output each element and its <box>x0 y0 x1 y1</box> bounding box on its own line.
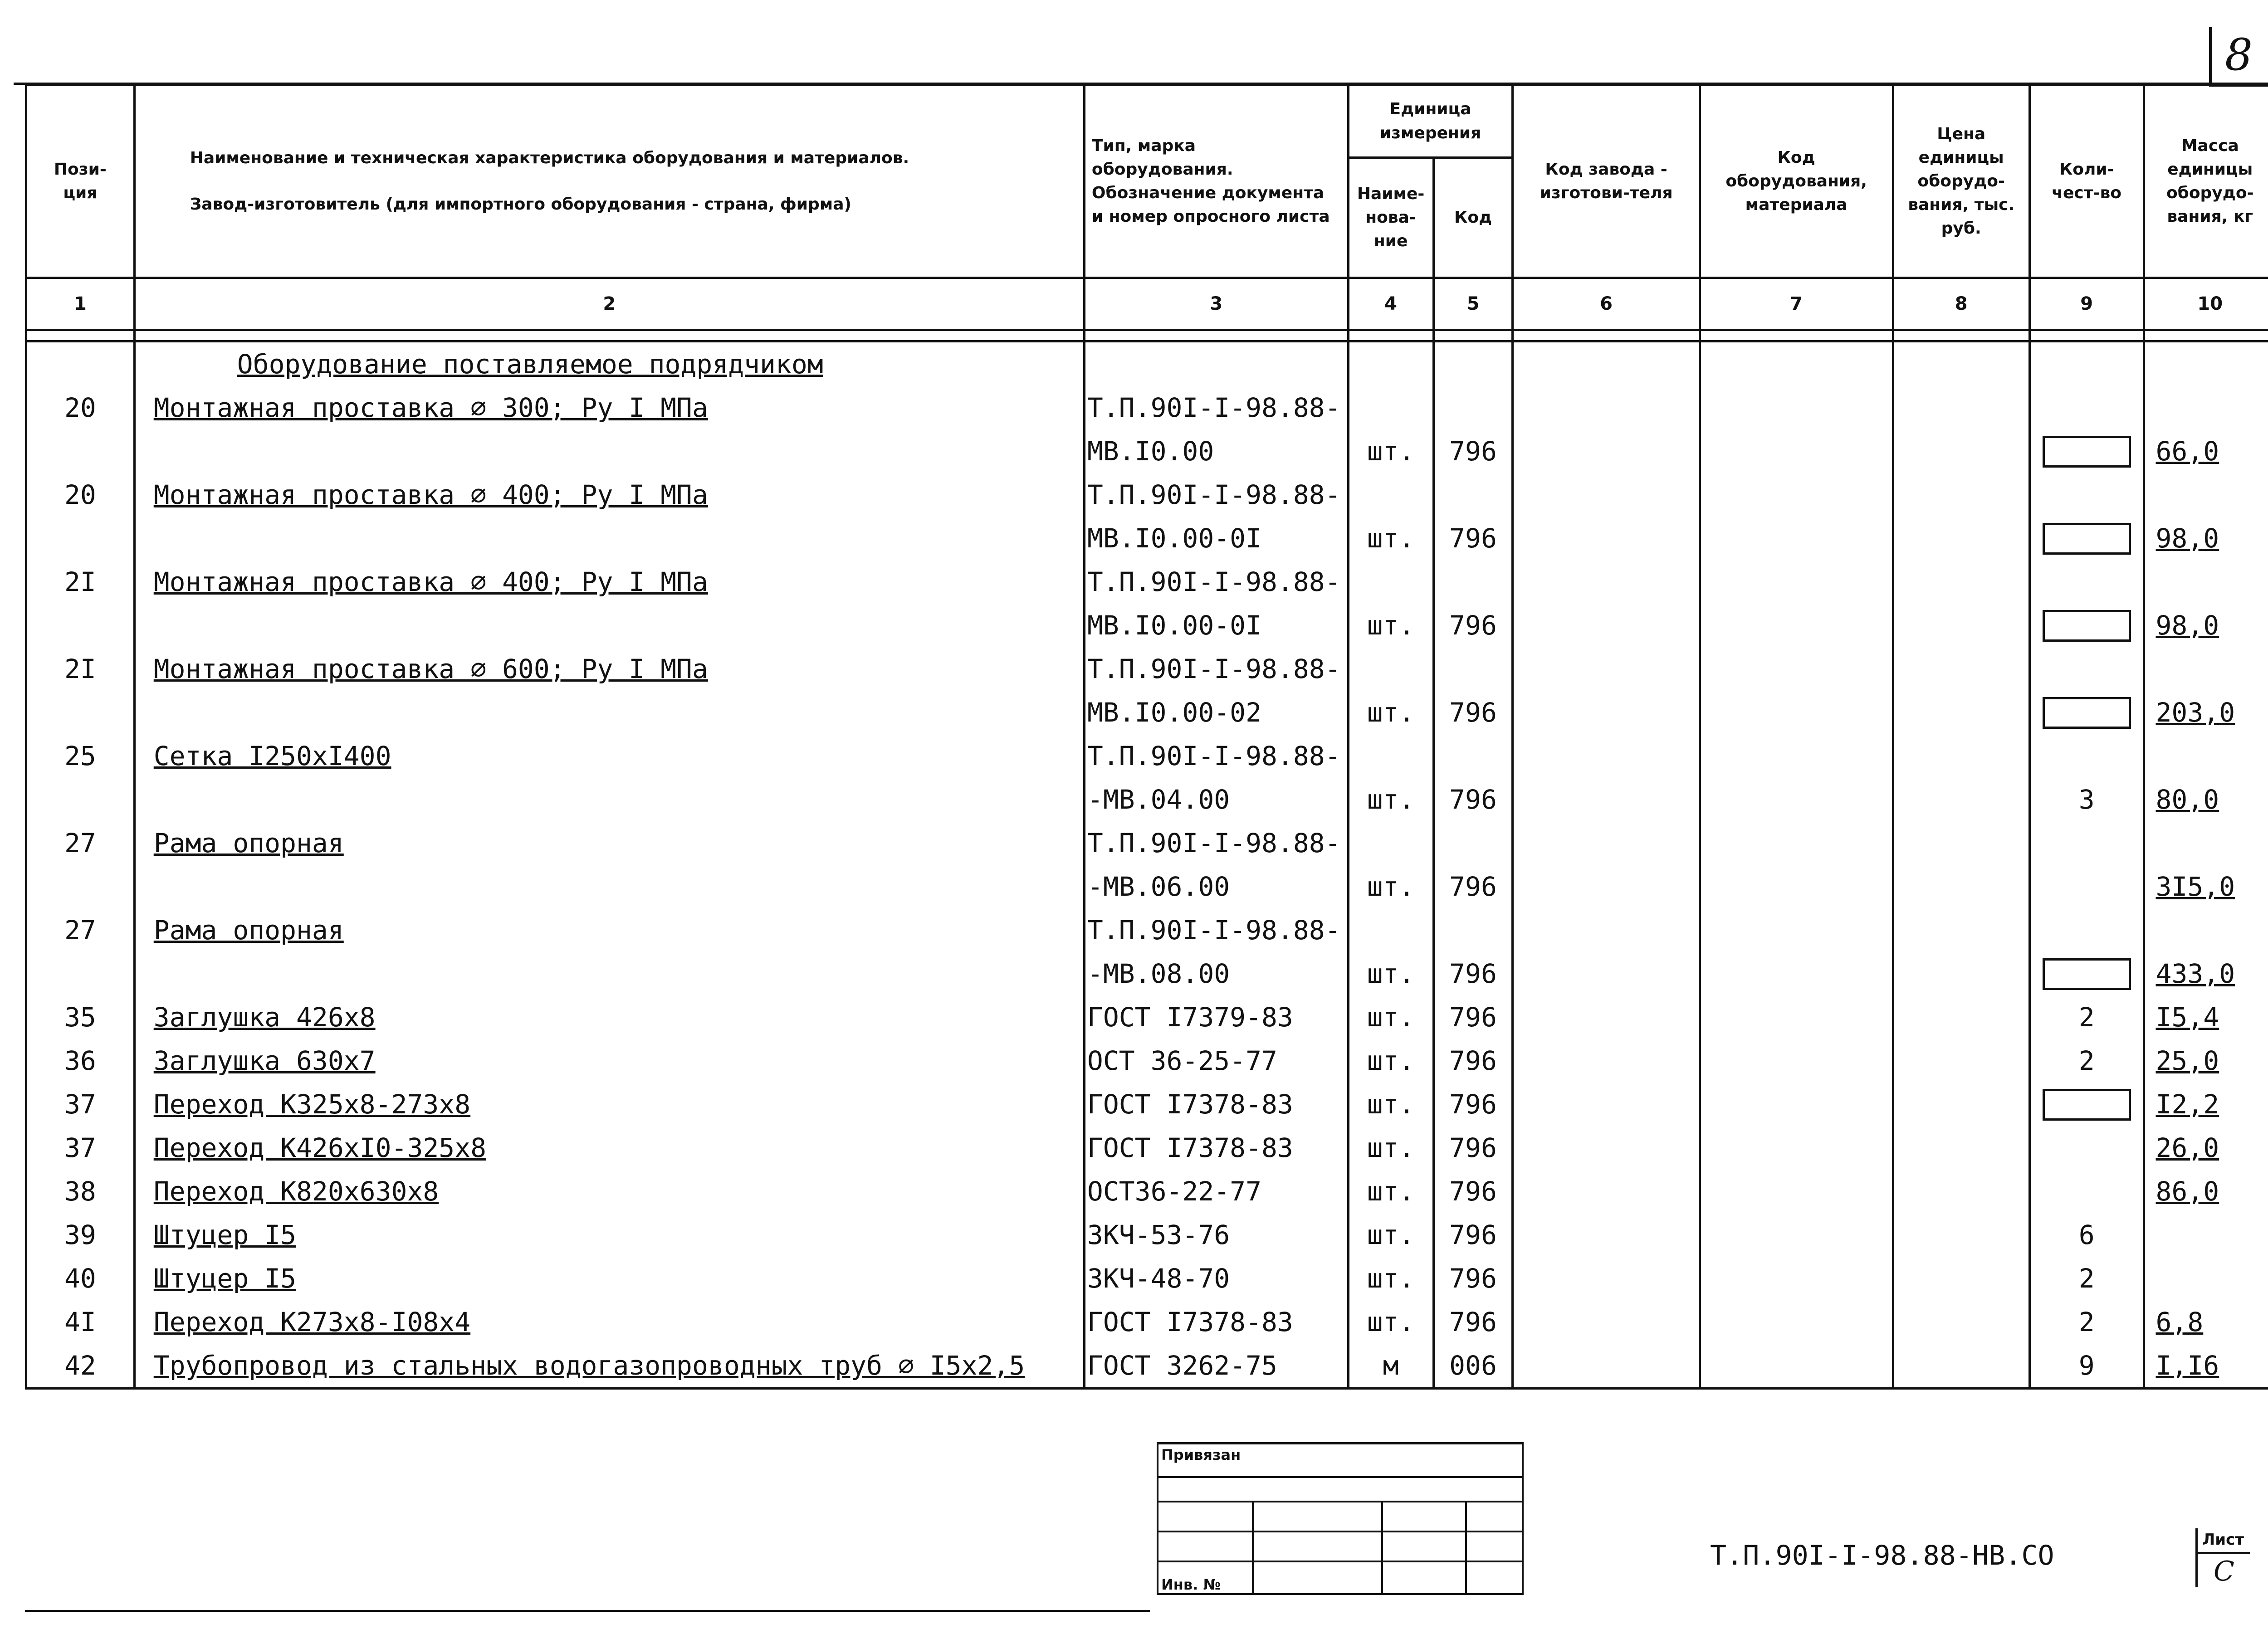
row-position: 2I <box>26 560 135 604</box>
row-unit-price <box>1893 778 2029 821</box>
quantity-box <box>2043 958 2131 990</box>
row-equipment-code <box>1700 1126 1893 1170</box>
row-position: 27 <box>26 821 135 865</box>
row-mass <box>2144 647 2268 691</box>
row-mass: 433,0 <box>2144 952 2268 995</box>
table-row <box>26 473 2268 517</box>
row-factory-code <box>1513 560 1700 604</box>
quantity-box <box>2043 697 2131 729</box>
row-unit <box>1348 560 1433 604</box>
row-unit-price <box>1893 995 2029 1039</box>
row-unit-code: 006 <box>1433 1344 1513 1389</box>
row-factory-code <box>1513 1257 1700 1300</box>
row-unit <box>1348 647 1433 691</box>
row-unit: шт. <box>1348 691 1433 734</box>
row-unit-price <box>1893 908 2029 952</box>
table-row <box>26 821 2268 865</box>
header-unit-group: Единица измерения <box>1348 85 1513 158</box>
row-name: Переход К426хI0-325х8 <box>134 1126 1084 1170</box>
row-document: Т.П.90I-I-98.88- <box>1084 821 1348 865</box>
row-unit-code: 796 <box>1433 952 1513 995</box>
row-document: ГОСТ I7379-83 <box>1084 995 1348 1039</box>
row-document: ОСТ36-22-77 <box>1084 1170 1348 1213</box>
row-unit-price <box>1893 1300 2029 1344</box>
row-quantity <box>2029 473 2144 517</box>
row-equipment-code <box>1700 560 1893 604</box>
row-unit-code <box>1433 647 1513 691</box>
row-unit <box>1348 734 1433 778</box>
row-name: Монтажная проставка ⌀ 300; Ру I МПа <box>134 386 1084 429</box>
row-unit-price <box>1893 647 2029 691</box>
row-position: 20 <box>26 473 135 517</box>
row-factory-code <box>1513 778 1700 821</box>
column-number: 10 <box>2144 278 2268 330</box>
row-equipment-code <box>1700 647 1893 691</box>
row-document: ГОСТ I7378-83 <box>1084 1300 1348 1344</box>
row-mass: 98,0 <box>2144 517 2268 560</box>
row-position: 39 <box>26 1213 135 1257</box>
table-row <box>26 908 2268 952</box>
row-unit: шт. <box>1348 1083 1433 1126</box>
row-equipment-code <box>1700 1300 1893 1344</box>
row-equipment-code <box>1700 995 1893 1039</box>
header-factory-code: Код завода - изготови-теля <box>1513 85 1700 278</box>
row-quantity: 2 <box>2029 1257 2144 1300</box>
row-mass: 26,0 <box>2144 1126 2268 1170</box>
row-position: 37 <box>26 1126 135 1170</box>
row-equipment-code <box>1700 473 1893 517</box>
row-unit: шт. <box>1348 952 1433 995</box>
stamp-inventory-label: Инв. № <box>1158 1561 1253 1594</box>
table-row <box>26 647 2268 691</box>
row-position: 36 <box>26 1039 135 1083</box>
row-mass <box>2144 1213 2268 1257</box>
row-quantity <box>2029 691 2144 734</box>
row-unit-code <box>1433 473 1513 517</box>
table-row <box>26 1170 2268 1213</box>
row-position: 25 <box>26 734 135 778</box>
sheet-value: С <box>2214 1556 2234 1587</box>
spacer-row <box>26 330 2268 341</box>
table-row <box>26 691 2268 734</box>
row-position: 40 <box>26 1257 135 1300</box>
row-factory-code <box>1513 604 1700 647</box>
header-unit-mass: Масса единицы оборудо-вания, кг <box>2144 85 2268 278</box>
column-number: 5 <box>1433 278 1513 330</box>
row-factory-code <box>1513 1126 1700 1170</box>
stamp-bound-label: Привязан <box>1158 1444 1523 1478</box>
row-unit-price <box>1893 734 2029 778</box>
row-unit: шт. <box>1348 778 1433 821</box>
row-unit: шт. <box>1348 1213 1433 1257</box>
row-quantity <box>2029 1126 2144 1170</box>
row-unit-code <box>1433 386 1513 429</box>
row-document: Т.П.90I-I-98.88- <box>1084 473 1348 517</box>
table-row <box>26 865 2268 908</box>
row-unit-price <box>1893 560 2029 604</box>
row-name: Сетка I250хI400 <box>134 734 1084 778</box>
row-factory-code <box>1513 1213 1700 1257</box>
row-unit-price <box>1893 1257 2029 1300</box>
row-mass: I5,4 <box>2144 995 2268 1039</box>
row-mass <box>2144 386 2268 429</box>
row-unit <box>1348 386 1433 429</box>
row-position: 35 <box>26 995 135 1039</box>
sheet-label: Лист <box>2202 1531 2244 1549</box>
header-row <box>26 85 2268 158</box>
column-number: 4 <box>1348 278 1433 330</box>
row-mass: I2,2 <box>2144 1083 2268 1126</box>
row-mass: 6,8 <box>2144 1300 2268 1344</box>
row-factory-code <box>1513 1170 1700 1213</box>
row-name <box>134 604 1084 647</box>
row-document: Т.П.90I-I-98.88- <box>1084 560 1348 604</box>
row-unit-code <box>1433 821 1513 865</box>
row-name: Рама опорная <box>134 821 1084 865</box>
row-unit-price <box>1893 1213 2029 1257</box>
row-unit-code: 796 <box>1433 429 1513 473</box>
row-unit-price <box>1893 1344 2029 1389</box>
section-title: Оборудование поставляемое подрядчиком <box>237 349 823 380</box>
row-mass: 3I5,0 <box>2144 865 2268 908</box>
table-row <box>26 1300 2268 1344</box>
row-document: МВ.I0.00-02 <box>1084 691 1348 734</box>
row-equipment-code <box>1700 865 1893 908</box>
row-unit <box>1348 908 1433 952</box>
row-name <box>134 865 1084 908</box>
row-name: Монтажная проставка ⌀ 400; Ру I МПа <box>134 560 1084 604</box>
row-unit: шт. <box>1348 1126 1433 1170</box>
table-row <box>26 517 2268 560</box>
row-unit-price <box>1893 604 2029 647</box>
row-factory-code <box>1513 952 1700 995</box>
row-document: -МВ.06.00 <box>1084 865 1348 908</box>
column-number: 3 <box>1084 278 1348 330</box>
row-document: ОСТ 36-25-77 <box>1084 1039 1348 1083</box>
row-document: ГОСТ I7378-83 <box>1084 1126 1348 1170</box>
approval-stamp <box>1157 1442 1524 1595</box>
row-unit-code: 796 <box>1433 1213 1513 1257</box>
table-row <box>26 429 2268 473</box>
document-code: Т.П.90I-I-98.88-НВ.СО <box>1710 1540 2054 1571</box>
row-unit-code: 796 <box>1433 1170 1513 1213</box>
table-row <box>26 734 2268 778</box>
row-equipment-code <box>1700 952 1893 995</box>
table-row <box>26 952 2268 995</box>
header-name <box>134 85 1084 278</box>
row-position: 4I <box>26 1300 135 1344</box>
row-factory-code <box>1513 995 1700 1039</box>
header-quantity: Коли-чест-во <box>2029 85 2144 278</box>
row-unit-price <box>1893 1039 2029 1083</box>
row-equipment-code <box>1700 429 1893 473</box>
column-number-row <box>26 278 2268 330</box>
row-unit: шт. <box>1348 429 1433 473</box>
row-unit-price <box>1893 517 2029 560</box>
row-equipment-code <box>1700 1083 1893 1126</box>
bottom-border-line <box>25 1610 1150 1612</box>
column-number: 6 <box>1513 278 1700 330</box>
row-document: МВ.I0.00-0I <box>1084 604 1348 647</box>
column-number: 8 <box>1893 278 2029 330</box>
row-quantity <box>2029 952 2144 995</box>
row-name: Рама опорная <box>134 908 1084 952</box>
header-unit-name: Наиме-нова-ние <box>1348 158 1433 278</box>
row-unit: м <box>1348 1344 1433 1389</box>
column-number: 9 <box>2029 278 2144 330</box>
row-unit <box>1348 821 1433 865</box>
header-position: Пози- ция <box>26 85 135 278</box>
header-type-mark: Тип, марка оборудования. Обозначение документа и номер опросного листа <box>1084 85 1348 278</box>
row-unit-price <box>1893 691 2029 734</box>
table-row <box>26 1083 2268 1126</box>
row-document: ЗКЧ-53-76 <box>1084 1213 1348 1257</box>
header-equipment-code: Код оборудования, материала <box>1700 85 1893 278</box>
row-position <box>26 691 135 734</box>
row-unit: шт. <box>1348 1170 1433 1213</box>
row-quantity <box>2029 821 2144 865</box>
row-name: Заглушка 426х8 <box>134 995 1084 1039</box>
quantity-box <box>2043 1089 2131 1121</box>
row-position: 42 <box>26 1344 135 1389</box>
row-factory-code <box>1513 517 1700 560</box>
row-unit-code: 796 <box>1433 1039 1513 1083</box>
row-position <box>26 604 135 647</box>
column-number: 7 <box>1700 278 1893 330</box>
row-document: Т.П.90I-I-98.88- <box>1084 734 1348 778</box>
row-equipment-code <box>1700 1039 1893 1083</box>
row-unit-code <box>1433 560 1513 604</box>
row-equipment-code <box>1700 604 1893 647</box>
row-unit-code <box>1433 908 1513 952</box>
row-factory-code <box>1513 473 1700 517</box>
row-position <box>26 778 135 821</box>
row-quantity: 6 <box>2029 1213 2144 1257</box>
row-document: ГОСТ 3262-75 <box>1084 1344 1348 1389</box>
row-mass: I,I6 <box>2144 1344 2268 1389</box>
row-name: Штуцер I5 <box>134 1257 1084 1300</box>
table-row <box>26 1344 2268 1389</box>
row-unit-code: 796 <box>1433 517 1513 560</box>
row-mass <box>2144 821 2268 865</box>
header-unit-price: Цена единицы оборудо-вания, тыс. руб. <box>1893 85 2029 278</box>
row-position <box>26 429 135 473</box>
row-quantity <box>2029 647 2144 691</box>
row-unit: шт. <box>1348 1039 1433 1083</box>
row-name: Монтажная проставка ⌀ 600; Ру I МПа <box>134 647 1084 691</box>
row-unit-code: 796 <box>1433 604 1513 647</box>
header-name-line2: Завод-изготовитель (для импортного оборудования - страна, фирма) <box>190 195 851 214</box>
row-equipment-code <box>1700 1170 1893 1213</box>
row-unit-price <box>1893 1083 2029 1126</box>
row-quantity <box>2029 517 2144 560</box>
row-mass: 98,0 <box>2144 604 2268 647</box>
column-number: 1 <box>26 278 135 330</box>
row-name: Переход К325х8-273х8 <box>134 1083 1084 1126</box>
row-unit <box>1348 473 1433 517</box>
row-mass: 80,0 <box>2144 778 2268 821</box>
row-document: МВ.I0.00-0I <box>1084 517 1348 560</box>
row-mass: 66,0 <box>2144 429 2268 473</box>
row-unit-price <box>1893 821 2029 865</box>
row-unit: шт. <box>1348 995 1433 1039</box>
row-equipment-code <box>1700 691 1893 734</box>
row-mass <box>2144 908 2268 952</box>
row-name: Переход К273х8-I08х4 <box>134 1300 1084 1344</box>
header-name-line1: Наименование и техническая характеристика оборудования и материалов. <box>190 148 909 167</box>
row-factory-code <box>1513 691 1700 734</box>
row-quantity: 9 <box>2029 1344 2144 1389</box>
row-unit-code <box>1433 734 1513 778</box>
row-quantity <box>2029 865 2144 908</box>
row-unit-code: 796 <box>1433 691 1513 734</box>
table-row <box>26 1213 2268 1257</box>
row-factory-code <box>1513 865 1700 908</box>
row-factory-code <box>1513 1344 1700 1389</box>
row-document: -МВ.08.00 <box>1084 952 1348 995</box>
row-quantity <box>2029 429 2144 473</box>
sheet-number: 8 <box>2225 29 2253 80</box>
row-quantity: 2 <box>2029 1039 2144 1083</box>
row-quantity: 2 <box>2029 1300 2144 1344</box>
row-mass <box>2144 1257 2268 1300</box>
row-unit: шт. <box>1348 1300 1433 1344</box>
row-unit: шт. <box>1348 517 1433 560</box>
row-position: 2I <box>26 647 135 691</box>
row-unit-price <box>1893 952 2029 995</box>
row-factory-code <box>1513 1300 1700 1344</box>
row-name: Монтажная проставка ⌀ 400; Ру I МПа <box>134 473 1084 517</box>
row-unit: шт. <box>1348 865 1433 908</box>
row-quantity <box>2029 604 2144 647</box>
column-number: 2 <box>134 278 1084 330</box>
table-row <box>26 995 2268 1039</box>
row-factory-code <box>1513 908 1700 952</box>
row-unit-price <box>1893 1126 2029 1170</box>
row-name <box>134 778 1084 821</box>
row-mass <box>2144 734 2268 778</box>
row-unit-code: 796 <box>1433 1083 1513 1126</box>
row-unit-code: 796 <box>1433 778 1513 821</box>
quantity-box <box>2043 523 2131 555</box>
row-unit-price <box>1893 386 2029 429</box>
row-mass <box>2144 560 2268 604</box>
row-document: МВ.I0.00 <box>1084 429 1348 473</box>
row-unit-code: 796 <box>1433 1257 1513 1300</box>
row-name <box>134 691 1084 734</box>
row-position: 38 <box>26 1170 135 1213</box>
row-mass: 25,0 <box>2144 1039 2268 1083</box>
quantity-box <box>2043 436 2131 468</box>
row-factory-code <box>1513 1039 1700 1083</box>
row-quantity <box>2029 908 2144 952</box>
row-unit-code: 796 <box>1433 995 1513 1039</box>
row-name: Переход К820х630х8 <box>134 1170 1084 1213</box>
row-quantity <box>2029 1170 2144 1213</box>
row-equipment-code <box>1700 386 1893 429</box>
row-unit: шт. <box>1348 604 1433 647</box>
row-unit-price <box>1893 429 2029 473</box>
row-document: -МВ.04.00 <box>1084 778 1348 821</box>
table-row <box>26 1039 2268 1083</box>
row-factory-code <box>1513 1083 1700 1126</box>
table-row <box>26 604 2268 647</box>
row-unit-price <box>1893 1170 2029 1213</box>
row-unit-code: 796 <box>1433 1126 1513 1170</box>
header-unit-code: Код <box>1433 158 1513 278</box>
row-equipment-code <box>1700 734 1893 778</box>
row-quantity: 3 <box>2029 778 2144 821</box>
row-unit-code: 796 <box>1433 865 1513 908</box>
row-name <box>134 429 1084 473</box>
quantity-box <box>2043 610 2131 642</box>
row-quantity <box>2029 734 2144 778</box>
row-position <box>26 517 135 560</box>
row-factory-code <box>1513 386 1700 429</box>
row-mass: 203,0 <box>2144 691 2268 734</box>
row-quantity <box>2029 1083 2144 1126</box>
row-name <box>134 952 1084 995</box>
row-document: ЗКЧ-48-70 <box>1084 1257 1348 1300</box>
row-factory-code <box>1513 429 1700 473</box>
row-document: ГОСТ I7378-83 <box>1084 1083 1348 1126</box>
row-quantity <box>2029 386 2144 429</box>
row-quantity <box>2029 560 2144 604</box>
row-position: 27 <box>26 908 135 952</box>
row-name <box>134 517 1084 560</box>
row-document: Т.П.90I-I-98.88- <box>1084 908 1348 952</box>
row-factory-code <box>1513 734 1700 778</box>
section-title-row <box>26 341 2268 386</box>
row-document: Т.П.90I-I-98.88- <box>1084 386 1348 429</box>
row-equipment-code <box>1700 517 1893 560</box>
table-row <box>26 778 2268 821</box>
row-mass: 86,0 <box>2144 1170 2268 1213</box>
specification-table <box>25 84 2268 1390</box>
row-unit-price <box>1893 473 2029 517</box>
row-position: 20 <box>26 386 135 429</box>
row-equipment-code <box>1700 1344 1893 1389</box>
row-equipment-code <box>1700 821 1893 865</box>
row-factory-code <box>1513 647 1700 691</box>
row-document: Т.П.90I-I-98.88- <box>1084 647 1348 691</box>
row-position <box>26 865 135 908</box>
row-factory-code <box>1513 821 1700 865</box>
row-unit: шт. <box>1348 1257 1433 1300</box>
sheet-box-divider <box>2195 1552 2250 1554</box>
row-unit-code: 796 <box>1433 1300 1513 1344</box>
row-name: Штуцер I5 <box>134 1213 1084 1257</box>
row-name: Заглушка 630х7 <box>134 1039 1084 1083</box>
row-quantity: 2 <box>2029 995 2144 1039</box>
table-row <box>26 386 2268 429</box>
row-equipment-code <box>1700 1213 1893 1257</box>
row-equipment-code <box>1700 908 1893 952</box>
row-equipment-code <box>1700 1257 1893 1300</box>
row-equipment-code <box>1700 778 1893 821</box>
row-position <box>26 952 135 995</box>
row-mass <box>2144 473 2268 517</box>
table-row <box>26 1126 2268 1170</box>
row-unit-price <box>1893 865 2029 908</box>
table-row <box>26 560 2268 604</box>
table-row <box>26 1257 2268 1300</box>
row-position: 37 <box>26 1083 135 1126</box>
row-name: Трубопровод из стальных водогазопроводных труб ⌀ I5х2,5 <box>134 1344 1084 1389</box>
